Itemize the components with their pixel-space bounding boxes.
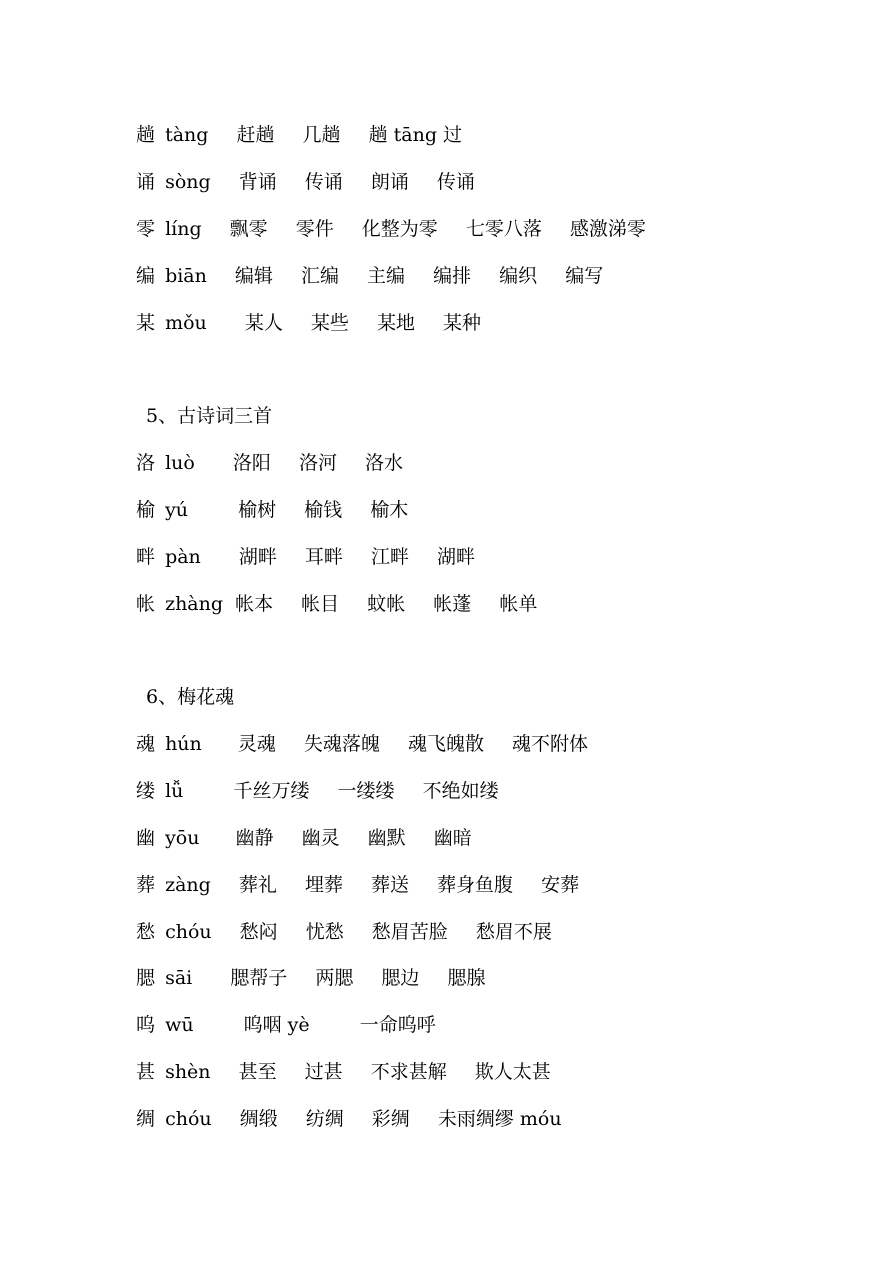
vocab-word: 编织 (499, 265, 538, 287)
vocab-word: 不求甚解 (370, 1061, 447, 1083)
vocab-word: 榆钱 (304, 499, 343, 521)
vocab-line-mou (136, 308, 481, 338)
vocab-char: 呜 (136, 1014, 156, 1036)
vocab-word: 失魂落魄 (303, 733, 380, 755)
vocab-char: 帐 (136, 593, 156, 615)
vocab-pinyin: hún (165, 733, 202, 755)
vocab-pinyin: chóu (165, 1108, 212, 1130)
vocab-word: 腮帮子 (230, 967, 288, 989)
vocab-char: 零 (136, 218, 156, 240)
vocab-line-hun (136, 729, 588, 759)
vocab-word: 幽暗 (433, 827, 472, 849)
vocab-word: 湖畔 (238, 546, 277, 568)
vocab-word: 传诵 (304, 171, 343, 193)
vocab-char: 编 (136, 265, 156, 287)
vocab-char: 甚 (136, 1061, 156, 1083)
vocab-word: 灵魂 (237, 733, 276, 755)
vocab-char: 绸 (136, 1108, 156, 1130)
vocab-word: 呜咽 yè (243, 1014, 310, 1036)
vocab-word: 主编 (367, 265, 406, 287)
vocab-pinyin: chóu (165, 921, 212, 943)
vocab-line-zang (136, 870, 579, 900)
vocab-word: 一缕缕 (337, 780, 395, 802)
vocab-word: 洛水 (365, 452, 404, 474)
vocab-char: 愁 (136, 921, 156, 943)
vocab-pinyin: sòng (165, 171, 211, 193)
vocab-word: 榆树 (238, 499, 277, 521)
vocab-char: 洛 (136, 452, 156, 474)
vocab-word: 葬礼 (238, 874, 277, 896)
vocab-char: 葬 (136, 874, 156, 896)
vocab-word: 零件 (295, 218, 334, 240)
vocab-word: 某些 (310, 312, 349, 334)
vocab-word: 洛阳 (232, 452, 271, 474)
vocab-line-yu (136, 495, 408, 525)
vocab-word: 葬身鱼腹 (437, 874, 514, 896)
vocab-word: 某人 (244, 312, 283, 334)
vocab-word: 甚至 (238, 1061, 277, 1083)
vocab-word: 几趟 (302, 124, 341, 146)
vocab-pinyin: wū (165, 1014, 194, 1036)
vocab-word: 编辑 (234, 265, 273, 287)
vocab-line-zhang (136, 589, 537, 619)
vocab-pinyin: yōu (165, 827, 200, 849)
vocab-pinyin: sāi (165, 967, 193, 989)
vocab-word: 彩绸 (371, 1108, 410, 1130)
vocab-word: 编写 (565, 265, 604, 287)
vocab-word: 过甚 (304, 1061, 343, 1083)
vocab-word: 趟 tāng 过 (368, 124, 463, 146)
vocab-word: 埋葬 (304, 874, 343, 896)
vocab-char: 趟 (136, 124, 156, 146)
vocab-word: 化整为零 (361, 218, 438, 240)
vocab-word: 魂不附体 (512, 733, 589, 755)
vocab-word: 腮腺 (447, 967, 486, 989)
vocab-line-wu (136, 1010, 436, 1040)
vocab-pinyin: yú (165, 499, 189, 521)
vocab-line-shen (136, 1057, 551, 1087)
vocab-char: 腮 (136, 967, 156, 989)
vocab-word: 帐目 (301, 593, 340, 615)
vocab-pinyin: luò (165, 452, 195, 474)
vocab-pinyin: biān (165, 265, 207, 287)
vocab-word: 蚊帐 (367, 593, 406, 615)
vocab-word: 帐单 (499, 593, 538, 615)
vocab-char: 畔 (136, 546, 156, 568)
vocab-pinyin: zàng (165, 874, 211, 896)
vocab-line-ling (136, 214, 646, 244)
vocab-word: 葬送 (370, 874, 409, 896)
vocab-word: 飘零 (229, 218, 268, 240)
vocab-word: 纺绸 (305, 1108, 344, 1130)
vocab-word: 未雨绸缪 móu (437, 1108, 562, 1130)
vocab-word: 编排 (433, 265, 472, 287)
vocab-pinyin: mǒu (165, 312, 207, 334)
vocab-line-you (136, 823, 472, 853)
vocab-line-luo (136, 448, 403, 478)
vocab-word: 湖畔 (437, 546, 476, 568)
vocab-word: 江畔 (370, 546, 409, 568)
vocab-char: 缕 (136, 780, 156, 802)
vocab-word: 愁眉不展 (475, 921, 552, 943)
vocab-pinyin: lǚ (165, 780, 184, 802)
vocab-char: 诵 (136, 171, 156, 193)
vocab-word: 幽灵 (301, 827, 340, 849)
vocab-char: 幽 (136, 827, 156, 849)
vocab-word: 背诵 (238, 171, 277, 193)
vocab-char: 某 (136, 312, 156, 334)
vocab-pinyin: pàn (165, 546, 201, 568)
vocab-word: 帐本 (235, 593, 274, 615)
vocab-word: 感激涕零 (569, 218, 646, 240)
vocab-word: 七零八落 (465, 218, 542, 240)
vocab-word: 安葬 (541, 874, 580, 896)
vocab-char: 榆 (136, 499, 156, 521)
vocab-line-song (136, 167, 475, 197)
vocab-word: 一命呜呼 (359, 1014, 436, 1036)
vocab-word: 帐蓬 (433, 593, 472, 615)
vocab-line-tang (136, 120, 462, 150)
vocab-word: 幽静 (235, 827, 274, 849)
vocab-word: 不绝如缕 (422, 780, 499, 802)
vocab-line-bian (136, 261, 603, 291)
vocab-word: 幽默 (367, 827, 406, 849)
vocab-pinyin: líng (165, 218, 202, 240)
vocab-word: 某种 (443, 312, 482, 334)
vocab-word: 绸缎 (239, 1108, 278, 1130)
vocab-word: 两腮 (315, 967, 354, 989)
vocab-pinyin: tàng (165, 124, 209, 146)
vocab-line-pan (136, 542, 475, 572)
vocab-word: 朗诵 (370, 171, 409, 193)
vocab-word: 耳畔 (304, 546, 343, 568)
vocab-pinyin: shèn (165, 1061, 211, 1083)
section-heading-5: 5、古诗词三首 (146, 405, 273, 427)
section-heading-6: 6、梅花魂 (146, 686, 235, 708)
vocab-line-chou (136, 917, 552, 947)
vocab-char: 魂 (136, 733, 156, 755)
vocab-line-sai (136, 963, 485, 993)
vocab-word: 洛河 (298, 452, 337, 474)
vocab-word: 传诵 (436, 171, 475, 193)
vocab-word: 腮边 (381, 967, 420, 989)
vocab-word: 魂飞魄散 (407, 733, 484, 755)
vocab-word: 榆木 (370, 499, 409, 521)
vocab-word: 赶趟 (236, 124, 275, 146)
vocab-pinyin: zhàng (165, 593, 224, 615)
vocab-word: 愁眉苦脸 (371, 921, 448, 943)
vocab-line-chou-silk (136, 1104, 562, 1134)
vocab-word: 汇编 (300, 265, 339, 287)
vocab-word: 愁闷 (239, 921, 278, 943)
vocab-line-lv (136, 776, 499, 806)
vocab-word: 忧愁 (305, 921, 344, 943)
vocab-word: 某地 (376, 312, 415, 334)
vocab-word: 欺人太甚 (474, 1061, 551, 1083)
vocab-word: 千丝万缕 (233, 780, 310, 802)
